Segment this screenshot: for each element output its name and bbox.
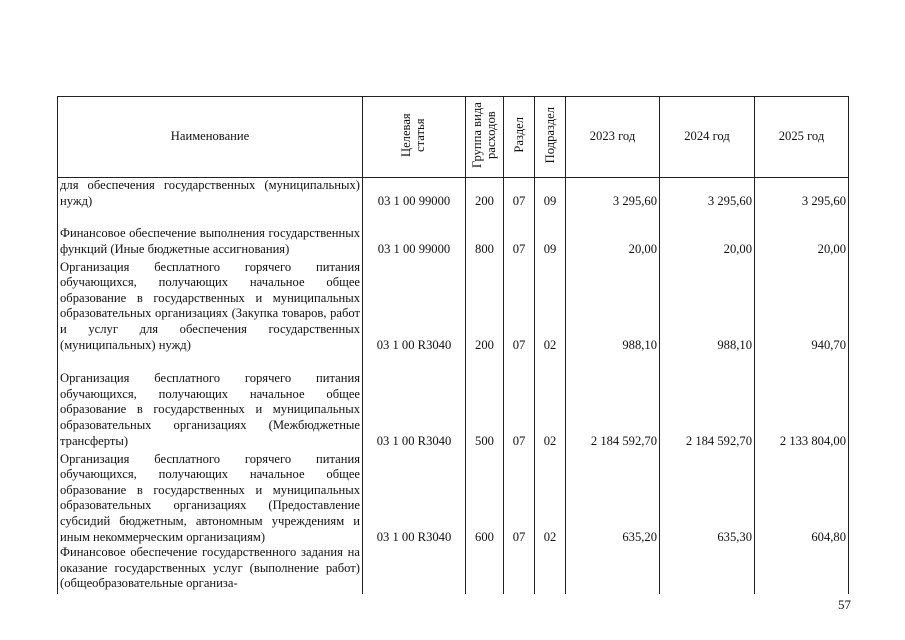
- row-subsection: 09: [535, 209, 566, 257]
- row-name: Финансовое обеспечение выполнения государственных функций (Иные бюджетные ассигнования): [58, 209, 363, 257]
- row-2024: 2 184 592,70: [660, 353, 755, 449]
- row-expense-group: 600: [466, 449, 504, 545]
- row-2023: 2 184 592,70: [566, 353, 660, 449]
- row-expense-group: [466, 545, 504, 594]
- table-row: [58, 178, 849, 210]
- row-name: для обеспечения государственных (муниципальных) нужд): [58, 178, 363, 210]
- row-2024: 3 295,60: [660, 178, 755, 210]
- row-subsection: 02: [535, 353, 566, 449]
- row-expense-group: 500: [466, 353, 504, 449]
- row-expense-group: 800: [466, 209, 504, 257]
- row-2025: [755, 545, 849, 594]
- row-2023: [566, 545, 660, 594]
- table-row: [58, 257, 849, 353]
- row-subsection: [535, 545, 566, 594]
- row-2025: 20,00: [755, 209, 849, 257]
- row-target-article: 03 1 00 99000: [363, 209, 466, 257]
- table-row: [58, 449, 849, 545]
- row-target-article: 03 1 00 R3040: [363, 353, 466, 449]
- row-name: Организация бесплатного горячего питания обучающихся, получающих начальное общее образование в государственных и муниципальных образовательных организациях (Закупка товаров, работ и услуг для обеспечения государственных (муниципальных) нужд): [58, 257, 363, 353]
- header-expense-group: Группа вида расходов: [466, 97, 504, 178]
- row-section: 07: [504, 209, 535, 257]
- row-subsection: 02: [535, 449, 566, 545]
- table-row: [58, 545, 849, 594]
- row-2023: 635,20: [566, 449, 660, 545]
- row-target-article: 03 1 00 99000: [363, 178, 466, 210]
- row-section: 07: [504, 257, 535, 353]
- header-target-article: Целевая статья: [363, 97, 466, 178]
- row-section: [504, 545, 535, 594]
- row-2025: 3 295,60: [755, 178, 849, 210]
- row-2023: 20,00: [566, 209, 660, 257]
- row-section: 07: [504, 178, 535, 210]
- row-subsection: 09: [535, 178, 566, 210]
- row-name: Организация бесплатного горячего питания обучающихся, получающих начальное общее образование в государственных и муниципальных образовательных организациях (Межбюджетные трансферты): [58, 353, 363, 449]
- row-expense-group: 200: [466, 178, 504, 210]
- row-2024: 635,30: [660, 449, 755, 545]
- row-target-article: [363, 545, 466, 594]
- row-subsection: 02: [535, 257, 566, 353]
- row-target-article: 03 1 00 R3040: [363, 449, 466, 545]
- row-2023: 3 295,60: [566, 178, 660, 210]
- row-2025: 2 133 804,00: [755, 353, 849, 449]
- header-subsection: Подраздел: [535, 97, 566, 178]
- table-row: [58, 209, 849, 257]
- row-2025: 940,70: [755, 257, 849, 353]
- table-row: [58, 353, 849, 449]
- header-2024: 2024 год: [660, 97, 755, 178]
- row-section: 07: [504, 353, 535, 449]
- row-2023: 988,10: [566, 257, 660, 353]
- header-name: Наименование: [58, 97, 363, 178]
- row-target-article: 03 1 00 R3040: [363, 257, 466, 353]
- row-section: 07: [504, 449, 535, 545]
- header-2023: 2023 год: [566, 97, 660, 178]
- row-name: Финансовое обеспечение государственного задания на оказание государственных услуг (выполнение работ) (общеобразовательные организа-: [58, 545, 363, 594]
- header-2025: 2025 год: [755, 97, 849, 178]
- row-2025: 604,80: [755, 449, 849, 545]
- row-2024: [660, 545, 755, 594]
- table-header-row: [58, 97, 849, 178]
- budget-table: [57, 96, 849, 594]
- page-number: 57: [838, 597, 851, 612]
- header-section: Раздел: [504, 97, 535, 178]
- row-2024: 988,10: [660, 257, 755, 353]
- row-name: Организация бесплатного горячего питания обучающихся, получающих начальное общее образование в государственных и муниципальных образовательных организациях (Предоставление субсидий бюджетным, автономным учреждениям и иным некоммерческим организациям): [58, 449, 363, 545]
- row-2024: 20,00: [660, 209, 755, 257]
- row-expense-group: 200: [466, 257, 504, 353]
